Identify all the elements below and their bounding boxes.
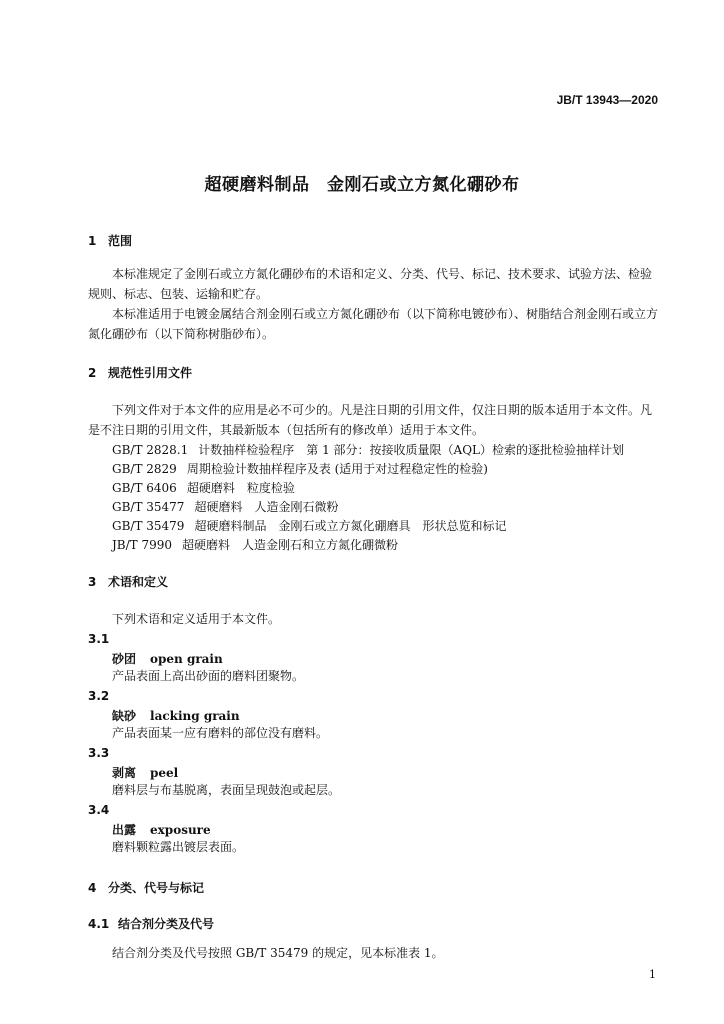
reference-item bbox=[112, 440, 624, 460]
section-2-paragraph-1: 下列文件对于本文件的应用是必不可少的。凡是注日期的引用文件，仅注日期的版本适用于本文件。凡是不注日期的引用文件，其最新版本（包括所有的修改单）适用于本文件。 bbox=[88, 403, 653, 437]
term-en: exposure bbox=[150, 823, 211, 837]
reference-item bbox=[112, 535, 398, 555]
term-zh: 出露 bbox=[112, 823, 137, 837]
section-1-heading bbox=[88, 232, 132, 249]
reference-name: 超硬磨料制品 金刚石或立方氮化硼磨具 形状总览和标记 bbox=[194, 519, 507, 533]
term-number: 3.4 bbox=[88, 803, 110, 817]
reference-code: JB/T 7990 bbox=[112, 538, 173, 552]
reference-name: 周期检验计数抽样程序及表 (适用于对过程稳定性的检验) bbox=[186, 462, 488, 476]
term-zh: 缺砂 bbox=[112, 709, 137, 723]
term-number: 3.3 bbox=[88, 746, 110, 760]
term-heading bbox=[112, 707, 240, 724]
reference-code: GB/T 2828.1 bbox=[112, 443, 189, 457]
section-3-heading bbox=[88, 573, 168, 590]
term-heading bbox=[112, 650, 223, 667]
term-definition: 产品表面某一应有磨料的部位没有磨料。 bbox=[112, 726, 329, 740]
section-title: 规范性引用文件 bbox=[108, 366, 193, 380]
reference-code: GB/T 35479 bbox=[112, 519, 185, 533]
section-2-heading bbox=[88, 364, 192, 381]
term-definition: 产品表面上高出砂面的磨料团聚物。 bbox=[112, 669, 305, 683]
term-heading bbox=[112, 821, 211, 838]
subsection-title: 结合剂分类及代号 bbox=[118, 917, 215, 931]
reference-name: 超硬磨料 人造金刚石和立方氮化硼微粉 bbox=[182, 538, 399, 552]
section-title: 范围 bbox=[108, 234, 133, 248]
section-title: 术语和定义 bbox=[108, 575, 169, 589]
term-number: 3.1 bbox=[88, 632, 110, 646]
term-number: 3.2 bbox=[88, 689, 110, 703]
reference-item bbox=[112, 516, 506, 536]
term-definition: 磨料层与布基脱离，表面呈现鼓泡或起层。 bbox=[112, 783, 341, 797]
section-number: 3 bbox=[88, 575, 97, 589]
term-heading bbox=[112, 764, 178, 781]
term-en: peel bbox=[150, 766, 179, 780]
term-en: lacking grain bbox=[150, 709, 240, 723]
section-4-heading bbox=[88, 879, 204, 896]
document-title: 超硬磨料制品 金刚石或立方氮化硼砂布 bbox=[204, 175, 520, 195]
term-definition: 磨料颗粒露出镀层表面。 bbox=[112, 840, 245, 854]
reference-item bbox=[112, 459, 488, 479]
subsection-4-1-paragraph-1: 结合剂分类及代号按照 GB/T 35479 的规定，见本标准表 1。 bbox=[112, 946, 444, 960]
reference-item bbox=[112, 497, 338, 517]
reference-code: GB/T 35477 bbox=[112, 500, 185, 514]
term-zh: 砂团 bbox=[112, 652, 137, 666]
reference-name: 超硬磨料 人造金刚石微粉 bbox=[194, 500, 339, 514]
term-zh: 剥离 bbox=[112, 766, 137, 780]
section-1-paragraph-1: 本标准规定了金刚石或立方氮化硼砂布的术语和定义、分类、代号、标记、技术要求、试验方法、检验规则、标志、包装、运输和贮存。 bbox=[88, 267, 653, 301]
section-1-paragraph-2: 本标准适用于电镀金属结合剂金刚石或立方氮化硼砂布（以下简称电镀砂布）、树脂结合剂金刚石或立方氮化硼砂布（以下简称树脂砂布）。 bbox=[88, 307, 659, 341]
reference-code: GB/T 2829 bbox=[112, 462, 177, 476]
reference-name: 超硬磨料 粒度检验 bbox=[186, 481, 295, 495]
page-number: 1 bbox=[649, 968, 656, 981]
subsection-number: 4.1 bbox=[88, 917, 110, 931]
section-title: 分类、代号与标记 bbox=[108, 881, 205, 895]
reference-code: GB/T 6406 bbox=[112, 481, 177, 495]
section-number: 4 bbox=[88, 881, 97, 895]
term-en: open grain bbox=[150, 652, 223, 666]
standard-code: JB/T 13943—2020 bbox=[556, 93, 658, 107]
subsection-4-1-heading bbox=[88, 915, 214, 932]
reference-item bbox=[112, 478, 295, 498]
reference-name: 计数抽样检验程序 第 1 部分：按接收质量限（AQL）检索的逐批检验抽样计划 bbox=[198, 443, 625, 457]
section-number: 2 bbox=[88, 366, 97, 380]
section-3-paragraph-1: 下列术语和定义适用于本文件。 bbox=[112, 612, 281, 626]
section-number: 1 bbox=[88, 234, 97, 248]
